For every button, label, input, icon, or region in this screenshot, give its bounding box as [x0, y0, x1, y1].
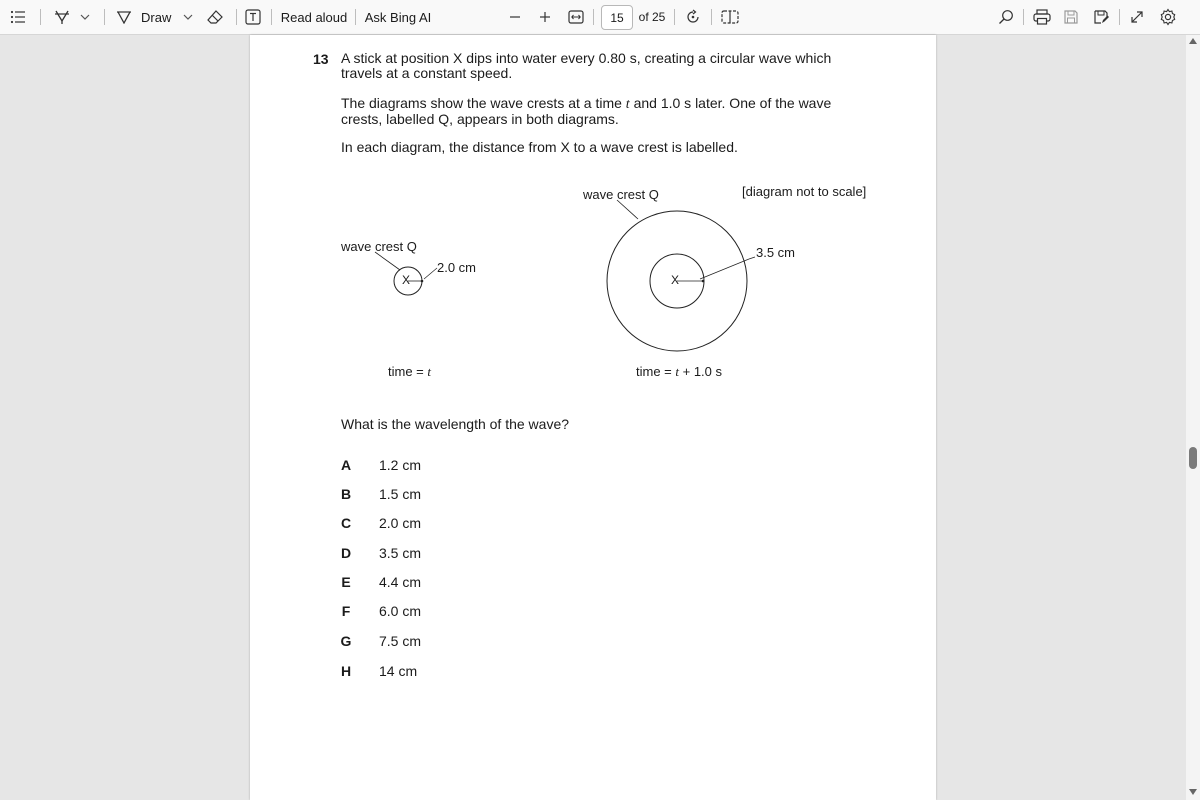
vertical-scrollbar[interactable] — [1186, 35, 1200, 800]
option-value: 4.4 cm — [379, 574, 422, 590]
left-distance-pointer — [424, 268, 437, 279]
option-letter: A — [340, 457, 352, 473]
left-x-marker: X — [402, 273, 411, 287]
option-value: 3.5 cm — [379, 545, 422, 561]
option-value: 1.2 cm — [379, 457, 422, 473]
left-crest-label: wave crest Q — [341, 239, 417, 254]
option-letter: B — [340, 486, 352, 502]
right-distance-label: 3.5 cm — [756, 245, 796, 260]
scroll-down-button[interactable] — [1188, 786, 1198, 798]
option-value: 2.0 cm — [379, 515, 422, 531]
draw-label: Draw — [141, 9, 172, 25]
right-distance-pointer-tip — [749, 257, 755, 259]
option-letter: G — [340, 633, 352, 649]
scroll-down-arrow-icon — [1189, 789, 1197, 795]
distance-note-text: In each diagram, the distance from X to a wave crest is labelled. — [341, 139, 738, 155]
question-text: What is the wavelength of the wave? — [341, 416, 570, 432]
left-time-prefix: time = — [388, 364, 428, 379]
time-variable: t — [625, 97, 630, 112]
right-crest-pointer — [617, 200, 638, 219]
right-time-variable: t — [675, 364, 679, 379]
page-number-input[interactable]: 15 — [601, 5, 633, 30]
question-intro-text: A stick at position X dips into water every 0.80 s, creating a circular wave which travels at a constant speed. — [341, 50, 832, 81]
scrollbar-thumb[interactable] — [1189, 447, 1197, 469]
left-time-label — [388, 364, 431, 380]
right-crest-label: wave crest Q — [583, 187, 659, 202]
right-time-suffix: + 1.0 s — [679, 364, 722, 379]
left-distance-label: 2.0 cm — [437, 260, 477, 275]
ask-ai-label: Ask Bing AI — [364, 9, 432, 25]
option-letter: C — [340, 515, 352, 531]
left-time-variable: t — [427, 364, 431, 379]
scroll-up-button[interactable] — [1188, 35, 1198, 47]
description-text-end: and 1.0 s later. One of the wave crests, labelled Q, appears in both diagrams. — [341, 95, 832, 127]
right-distance-pointer — [700, 259, 749, 279]
option-letter: F — [341, 603, 351, 619]
right-radius-end — [702, 280, 705, 283]
left-crest-pointer — [375, 252, 400, 270]
diagram-scale-note: [diagram not to scale] — [742, 184, 867, 199]
left-radius-end — [421, 280, 424, 283]
option-value: 7.5 cm — [379, 633, 422, 649]
option-letter: D — [340, 545, 352, 561]
description-text-start: The diagrams show the wave crests at a time — [341, 95, 626, 111]
option-letter: H — [340, 663, 352, 679]
option-value: 1.5 cm — [379, 486, 422, 502]
right-x-marker: X — [671, 273, 680, 287]
option-value: 14 cm — [379, 663, 418, 679]
read-aloud-label: Read aloud — [280, 9, 348, 25]
scroll-up-arrow-icon — [1189, 38, 1197, 44]
option-letter: E — [341, 574, 351, 590]
right-time-label — [636, 364, 722, 380]
question-number: 13 — [313, 51, 329, 67]
option-value: 6.0 cm — [379, 603, 422, 619]
right-time-prefix: time = — [636, 364, 676, 379]
total-pages-label: of 25 — [638, 10, 666, 24]
